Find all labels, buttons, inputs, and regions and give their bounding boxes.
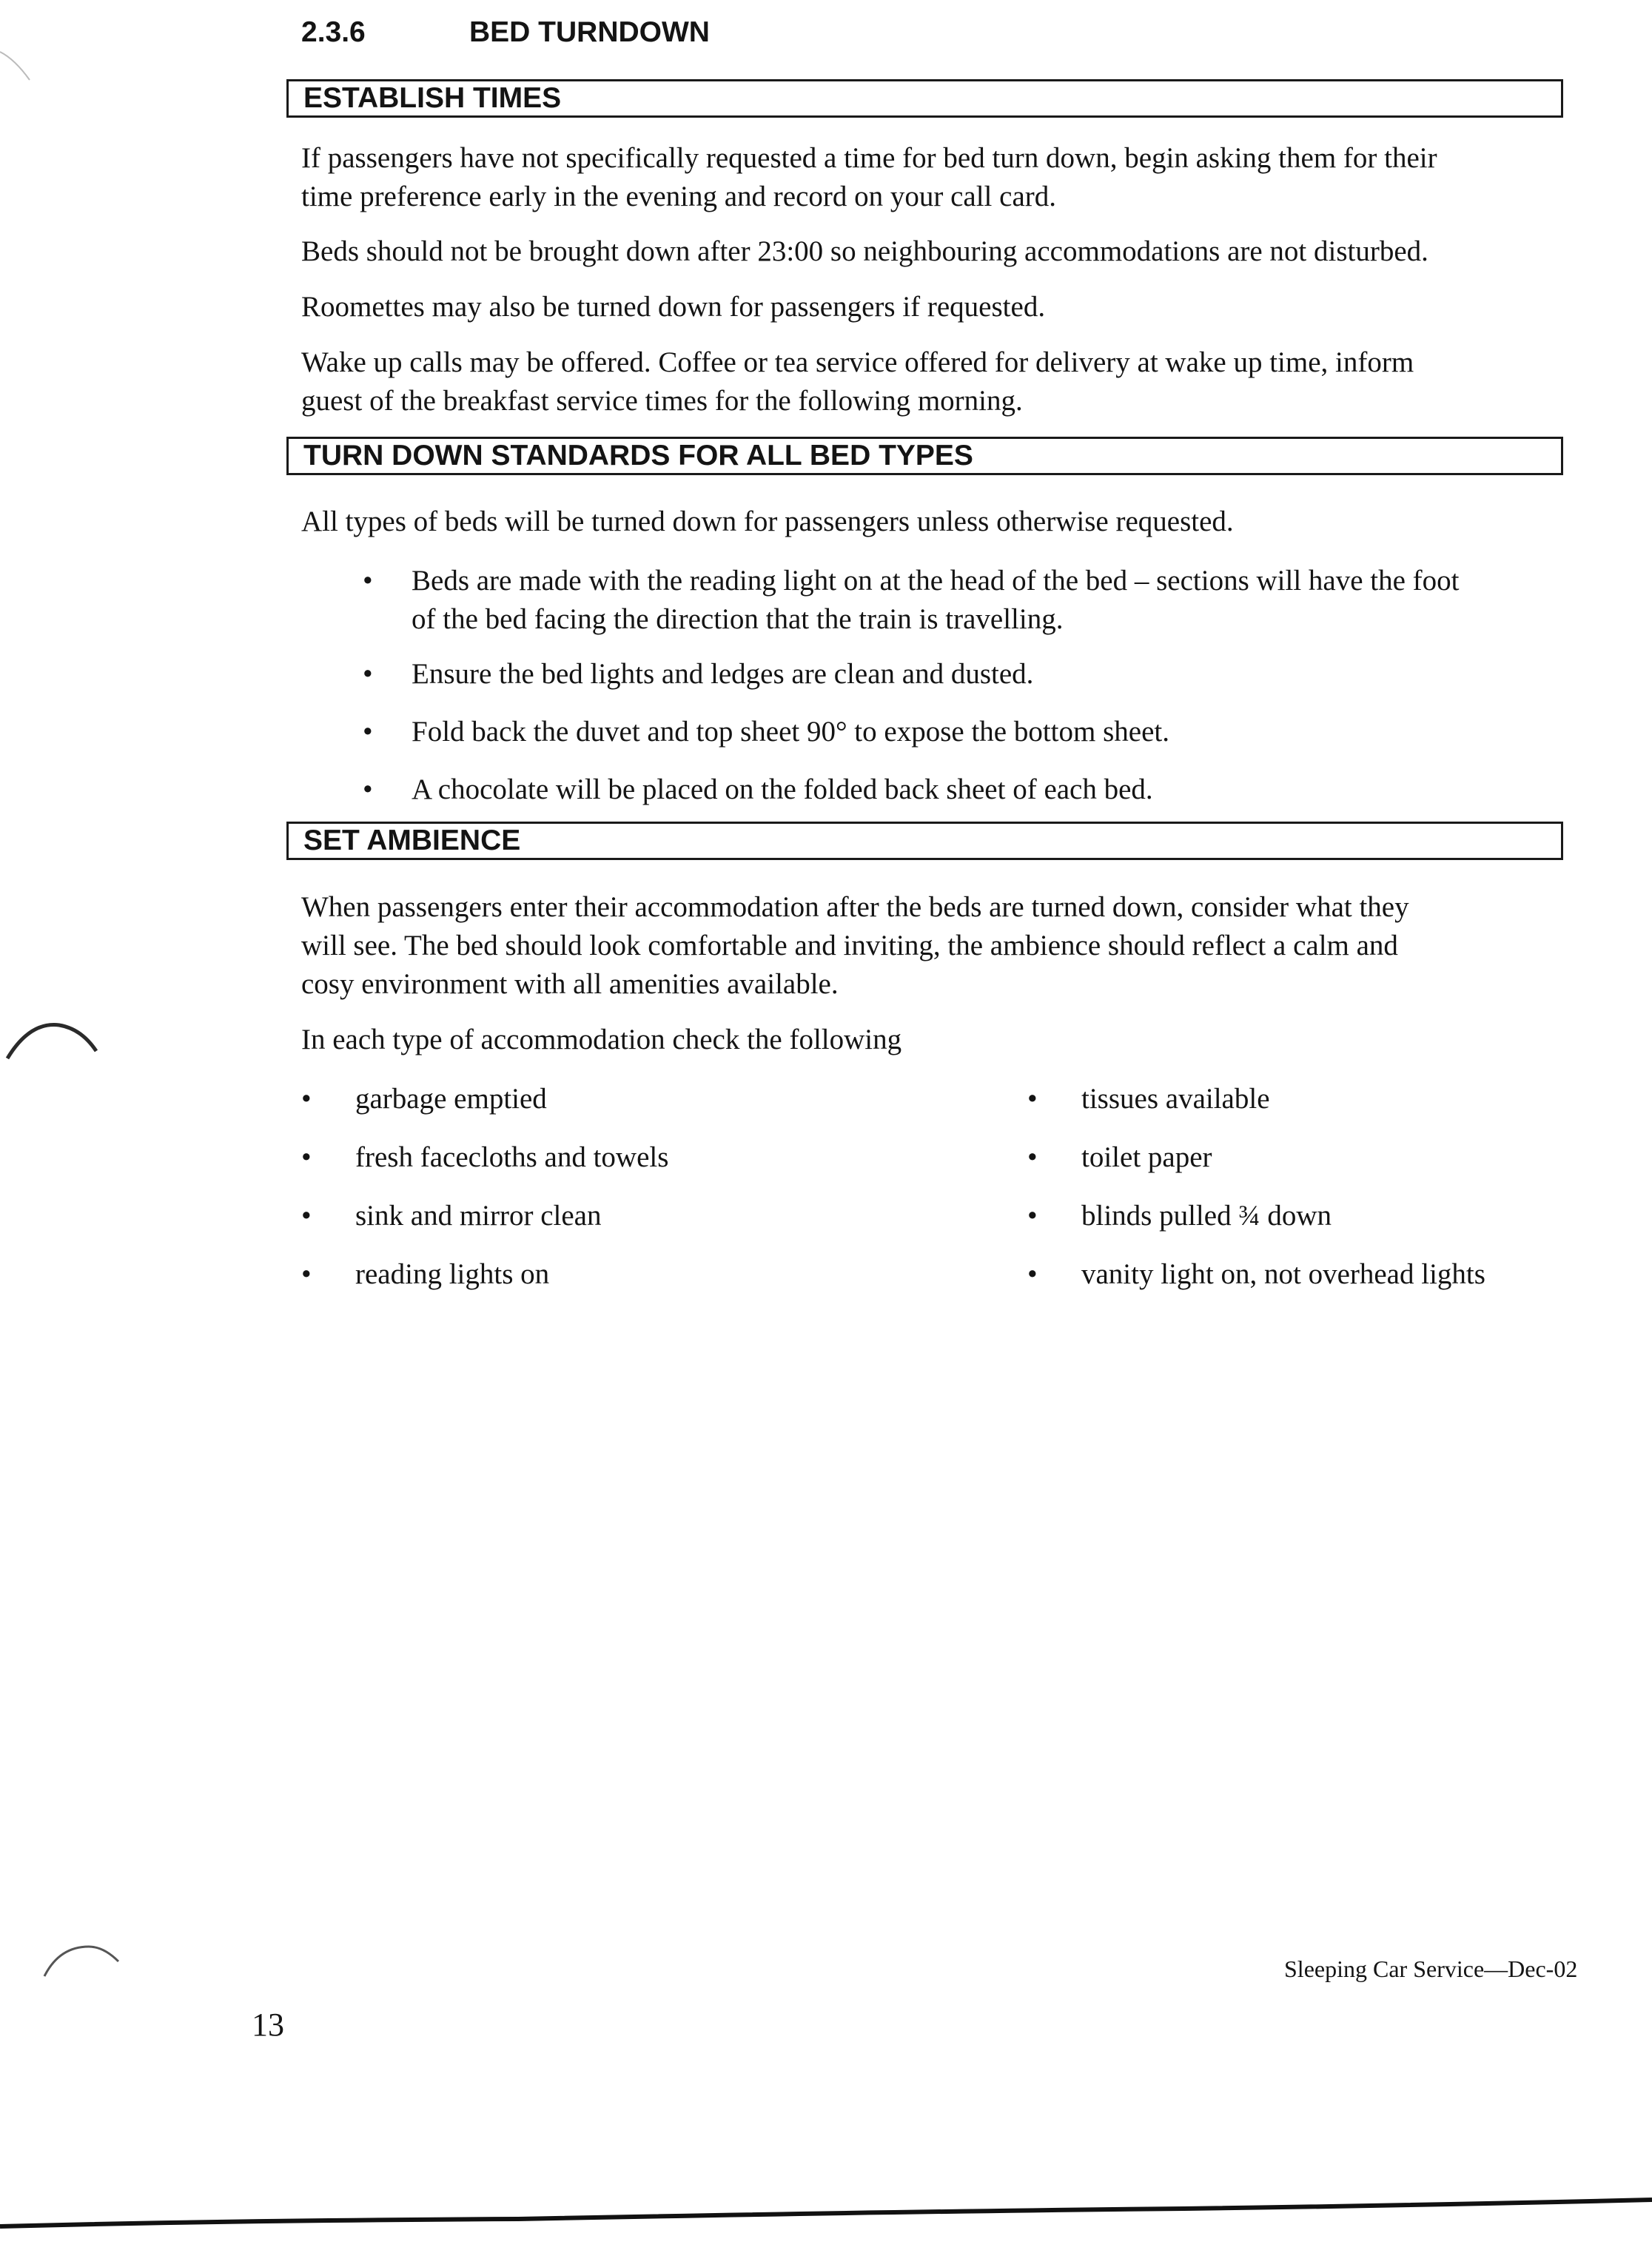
paragraph-line: time preference early in the evening and record on your call card. — [301, 181, 1056, 212]
bullet-glyph: • — [1027, 1200, 1038, 1232]
list-item-line: Beds are made with the reading light on at the head of the bed – sections will have the foot — [412, 565, 1460, 597]
set-ambience-paragraph-1 — [301, 888, 1574, 1004]
set-ambience-heading: SET AMBIENCE — [286, 822, 1563, 860]
checklist-item-text: garbage emptied — [355, 1083, 547, 1115]
checklist-item — [301, 1080, 967, 1121]
checklist-item — [1027, 1197, 1590, 1238]
establish-times-paragraph-4 — [301, 343, 1574, 420]
checklist-item — [301, 1138, 967, 1180]
bullet-glyph: • — [301, 1083, 312, 1115]
binder-hole-shadow — [0, 992, 104, 1073]
turn-down-standards-heading: TURN DOWN STANDARDS FOR ALL BED TYPES — [286, 437, 1563, 475]
bullet-glyph: • — [301, 1258, 312, 1290]
establish-times-heading: ESTABLISH TIMES — [286, 79, 1563, 118]
list-item-line: of the bed facing the direction that the train is travelling. — [412, 603, 1064, 635]
checklist-item — [301, 1255, 967, 1297]
page-edge-shadow — [0, 2191, 1652, 2235]
list-item-text: Ensure the bed lights and ledges are clean and dusted. — [412, 658, 1034, 690]
bullet-glyph: • — [1027, 1141, 1038, 1173]
bullet-glyph: • — [363, 565, 373, 597]
checklist-item-text: blinds pulled ¾ down — [1081, 1200, 1332, 1232]
checklist-item-text: sink and mirror clean — [355, 1200, 602, 1232]
list-item — [363, 771, 1577, 812]
page-number: 13 — [252, 2007, 284, 2043]
binder-hole-shadow — [37, 1924, 126, 1984]
paragraph-line: When passengers enter their accommodation after the beds are turned down, consider what they — [301, 891, 1409, 923]
binder-hole-shadow — [0, 44, 52, 89]
checklist-item-text: vanity light on, not overhead lights — [1081, 1258, 1485, 1290]
turn-down-standards-intro: All types of beds will be turned down for passengers unless otherwise requested. — [301, 506, 1234, 537]
checklist-item — [1027, 1138, 1590, 1180]
bullet-glyph: • — [301, 1200, 312, 1232]
bullet-glyph: • — [363, 658, 373, 690]
list-item — [363, 713, 1577, 754]
paragraph-line: will see. The bed should look comfortable and inviting, the ambience should reflect a calm and — [301, 930, 1398, 961]
list-item-text: Fold back the duvet and top sheet 90° to expose the bottom sheet. — [412, 716, 1169, 748]
checklist-item — [301, 1197, 967, 1238]
establish-times-paragraph-1 — [301, 139, 1574, 216]
list-item — [363, 562, 1577, 643]
publication-footer: Sleeping Car Service—Dec-02 — [1284, 1955, 1578, 1982]
paragraph-line: guest of the breakfast service times for the following morning. — [301, 385, 1023, 417]
bullet-glyph: • — [301, 1141, 312, 1173]
establish-times-paragraph-3: Roomettes may also be turned down for passengers if requested. — [301, 291, 1046, 323]
checklist-item-text: fresh facecloths and towels — [355, 1141, 669, 1173]
set-ambience-paragraph-2: In each type of accommodation check the following — [301, 1024, 902, 1055]
establish-times-paragraph-2: Beds should not be brought down after 23:00 so neighbouring accommodations are not disturbed. — [301, 235, 1428, 267]
list-item-text: A chocolate will be placed on the folded back sheet of each bed. — [412, 773, 1153, 805]
checklist-item-text: tissues available — [1081, 1083, 1270, 1115]
checklist-item-text: toilet paper — [1081, 1141, 1212, 1173]
checklist-item-text: reading lights on — [355, 1258, 550, 1290]
checklist-item — [1027, 1255, 1590, 1297]
bullet-glyph: • — [363, 716, 373, 748]
list-item-text — [412, 562, 1460, 639]
paragraph-line: cosy environment with all amenities available. — [301, 968, 839, 1000]
list-item — [363, 655, 1577, 696]
paragraph-line: Wake up calls may be offered. Coffee or tea service offered for delivery at wake up time, inform — [301, 346, 1414, 378]
bullet-glyph: • — [363, 773, 373, 805]
checklist-item — [1027, 1080, 1590, 1121]
section-title: BED TURNDOWN — [469, 16, 710, 48]
paragraph-line: If passengers have not specifically requested a time for bed turn down, begin asking them for their — [301, 142, 1437, 174]
bullet-glyph: • — [1027, 1258, 1038, 1290]
section-number: 2.3.6 — [301, 16, 366, 48]
bullet-glyph: • — [1027, 1083, 1038, 1115]
